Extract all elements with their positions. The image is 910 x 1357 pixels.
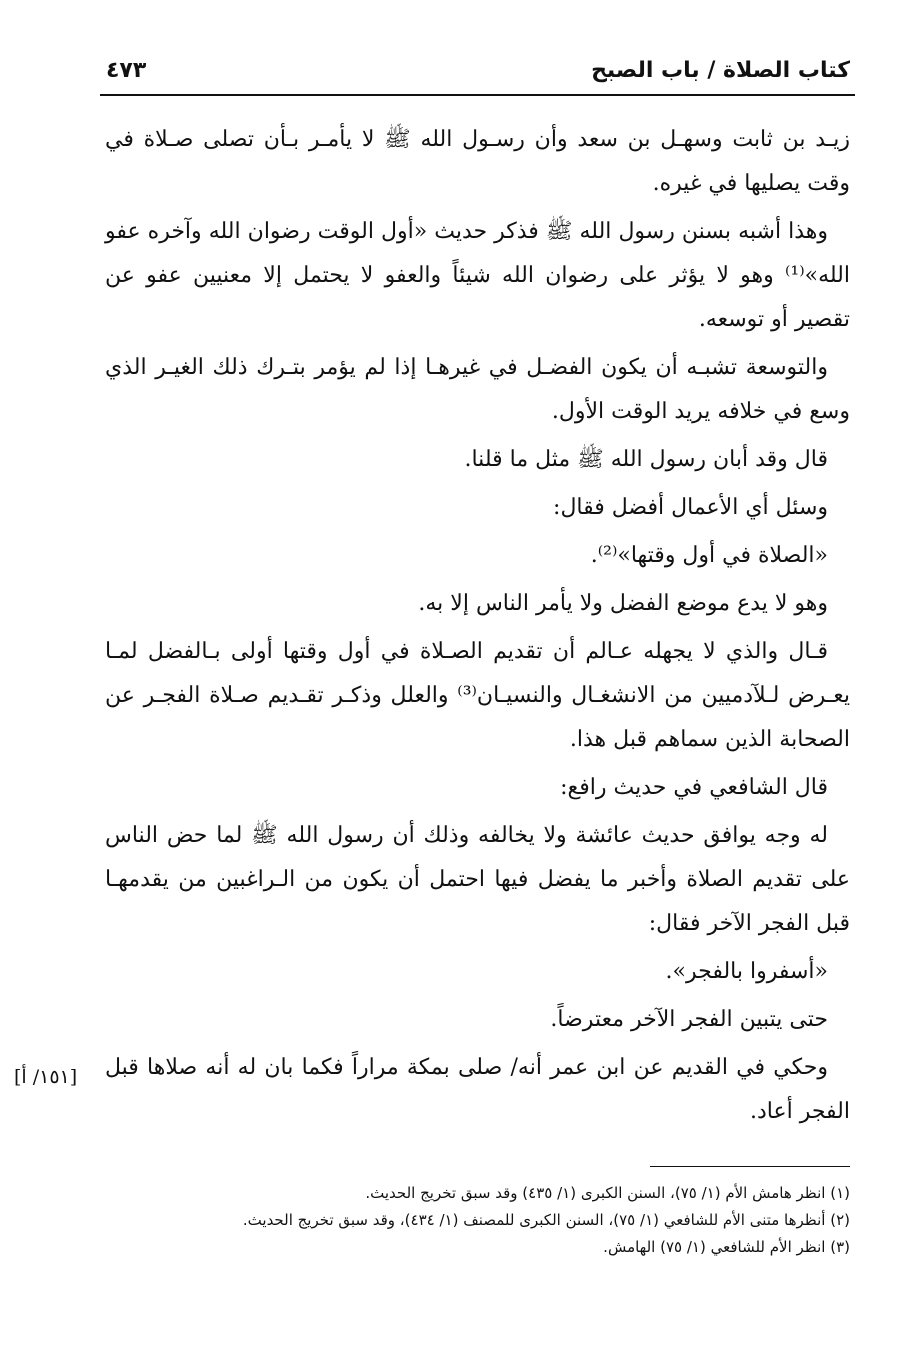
running-header [100,52,860,92]
paragraph: زيـد بن ثابت وسهـل بن سعد وأن رسـول الله ﷺ لا يأمـر بـأن تصلى صـلاة في وقت يصليها في غيره. [105,127,850,196]
paragraph: وسئل أي الأعمال أفضل فقال: [553,495,828,520]
paragraph: «الصلاة في أول وقتها»⁽²⁾. [590,543,828,568]
paragraph: حتى يتبين الفجر الآخر معترضاً. [550,1007,828,1032]
paragraph: قال وقد أبان رسول الله ﷺ مثل ما قلنا. [464,447,828,472]
footnote: (٢) أنظرها متنى الأم للشافعي (١/ ٧٥)، السنن الكبرى للمصنف (١/ ٤٣٤)، وقد سبق تخريج الحديث. [242,1211,850,1229]
footnotes [100,1180,850,1261]
paragraph: «أسفروا بالفجر». [665,959,828,984]
paragraph: وحكي في القديم عن ابن عمر أنه/ صلى بمكة مراراً فكما بان له أنه صلاها قبل الفجر أعاد. [105,1055,850,1124]
footnote: (٣) انظر الأم للشافعي (١/ ٧٥) الهامش. [603,1238,850,1256]
page-number: ٤٧٣ [106,58,147,83]
footnote-separator [650,1166,850,1167]
footnote: (١) انظر هامش الأم (١/ ٧٥)، السنن الكبرى (١/ ٤٣٥) وقد سبق تخريج الحديث. [365,1184,850,1202]
main-text [105,118,850,1138]
paragraph: وهو لا يدع موضع الفضل ولا يأمر الناس إلا به. [418,591,828,616]
manuscript-folio-marker: [١٥١/ أ] [14,1066,78,1088]
paragraph: قال الشافعي في حديث رافع: [560,775,828,800]
header-title: كتاب الصلاة / باب الصبح [591,58,850,83]
header-rule [100,94,855,96]
paragraph: وهذا أشبه بسنن رسول الله ﷺ فذكر حديث «أول الوقت رضوان الله وآخره عفو الله»⁽¹⁾ وهو لا يؤثر على رضوان الله شيئاً والعفو لا يحتمل إلا معنيين عفو عن تقصير أو توسعه. [105,219,850,332]
paragraph: قـال والذي لا يجهله عـالم أن تقديم الصـلاة في أول وقتها أولى بـالفضل لمـا يعـرض لـلآدميين من الانشغـال والنسيـان⁽³⁾ والعلل وذكـر تقـديم صـلاة الفجـر عن الصحابة الذين سماهم قبل هذا. [105,639,850,752]
paragraph: والتوسعة تشبـه أن يكون الفضـل في غيرهـا إذا لم يؤمر بتـرك ذلك الغيـر الذي وسع في خلافه يريد الوقت الأول. [105,355,850,424]
paragraph: له وجه يوافق حديث عائشة ولا يخالفه وذلك أن رسول الله ﷺ لما حض الناس على تقديم الصلاة وأخبر ما يفضل فيها احتمل أن يكون من الـراغبين من يقدمهـا قبل الفجر الآخر فقال: [105,823,850,936]
